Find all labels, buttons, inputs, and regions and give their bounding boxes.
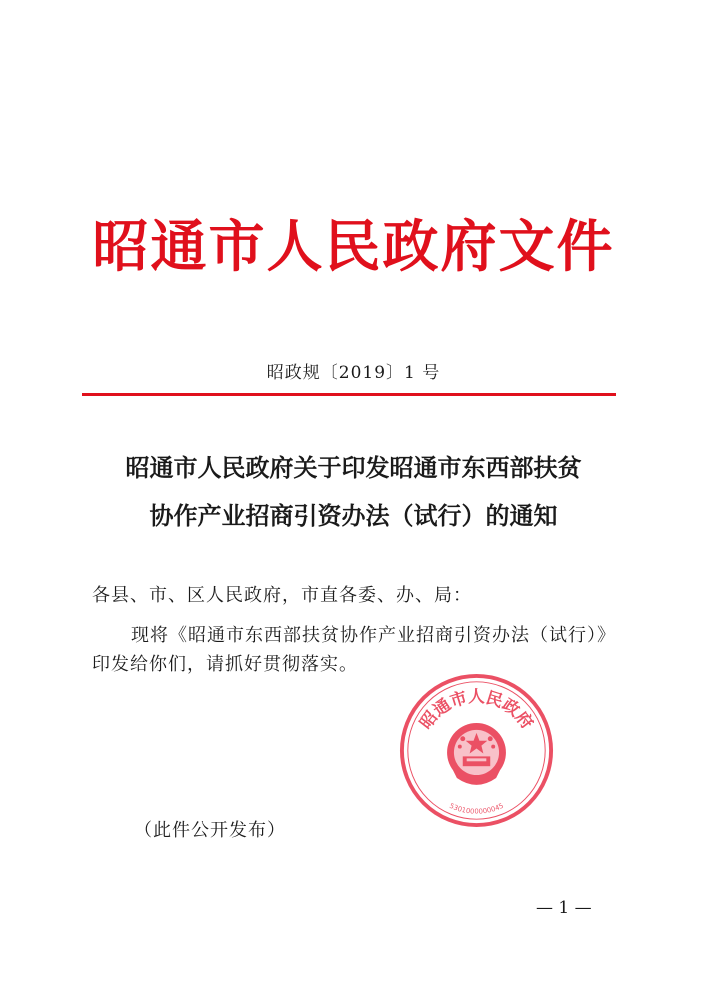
red-divider-line — [82, 393, 616, 396]
seal-code: 5301000000045 — [448, 801, 505, 816]
official-seal — [398, 672, 555, 829]
body-paragraph-line-1: 现将《昭通市东西部扶贫协作产业招商引资办法（试行）》 — [131, 625, 616, 646]
addressee-line: 各县、市、区人民政府，市直各委、办、局： — [92, 585, 472, 606]
issuer-title: 昭通市人民政府文件 — [92, 214, 615, 280]
page-number: — 1 — — [536, 898, 592, 918]
seal-text: 昭通市人民政府 — [415, 686, 538, 733]
publish-note: （此件公开发布） — [134, 820, 286, 841]
svg-text:5301000000045 — [448, 802, 505, 816]
document-number: 昭政规〔2019〕1 号 — [266, 363, 441, 383]
body-paragraph-line-2: 印发给你们，请抓好贯彻落实。 — [92, 654, 358, 675]
document-title-line-1: 昭通市人民政府关于印发昭通市东西部扶贫 — [125, 453, 582, 482]
national-emblem-icon — [447, 723, 506, 785]
document-title-line-2: 协作产业招商引资办法（试行）的通知 — [149, 501, 558, 530]
